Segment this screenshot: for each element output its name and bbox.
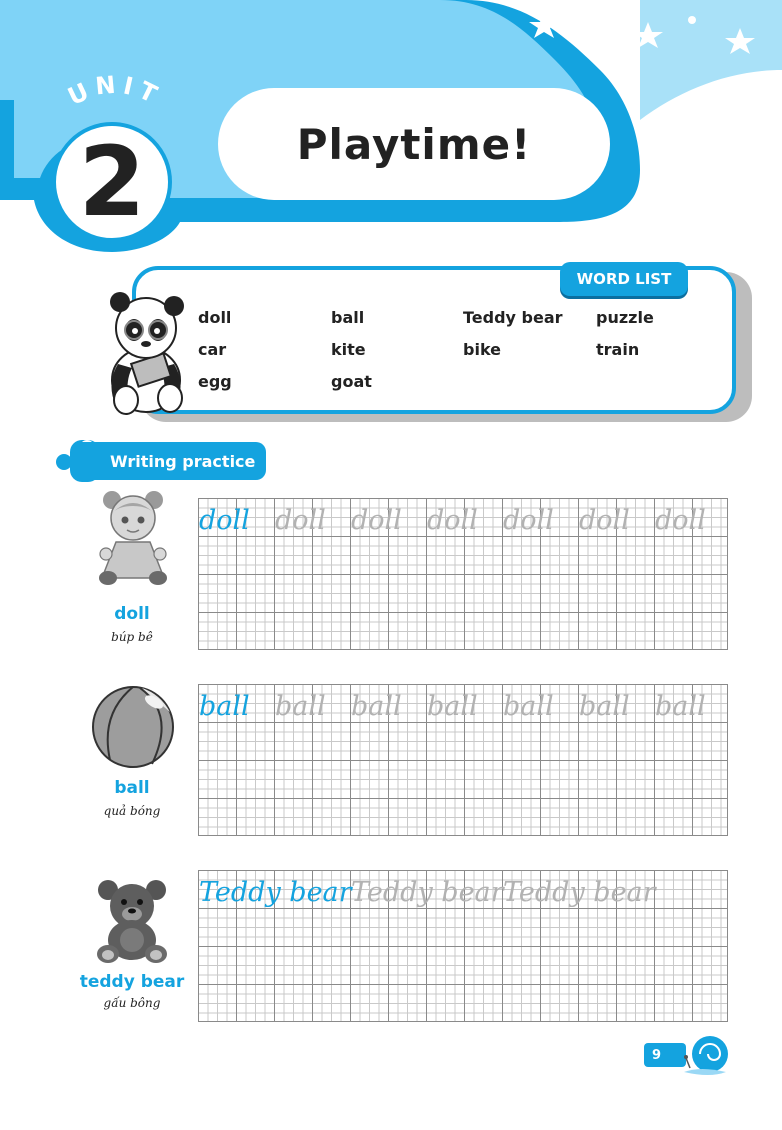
trace-word: Teddy bear (503, 877, 656, 908)
trace-word: ball (275, 691, 326, 722)
word-list-item: goat (331, 372, 372, 391)
model-word: ball (199, 691, 250, 722)
trace-word: Teddy bear (351, 877, 504, 908)
trace-word: ball (503, 691, 554, 722)
word-list-item: doll (198, 308, 232, 327)
trace-word: ball (427, 691, 478, 722)
svg-text:UNIT: UNIT (63, 72, 167, 112)
trace-word: doll (655, 505, 706, 536)
trace-word: ball (655, 691, 706, 722)
row-word: ball (114, 778, 150, 798)
word-list-item: kite (331, 340, 366, 359)
practice-grid[interactable] (198, 870, 728, 1022)
page-number: 9 (644, 1043, 686, 1067)
word-list-item: bike (463, 340, 501, 359)
row-translation: búp bê (111, 630, 153, 644)
row-word: teddy bear (79, 972, 185, 992)
row-text (199, 505, 725, 536)
trace-word: ball (579, 691, 630, 722)
teddy-bear-illustration (92, 878, 172, 964)
panda-reading-illustration (96, 284, 196, 416)
title-pill (218, 88, 610, 200)
ball-illustration (90, 684, 176, 770)
model-word: Teddy bear (199, 877, 352, 908)
trace-word: doll (579, 505, 630, 536)
word-list-item: egg (198, 372, 232, 391)
row-text (199, 691, 725, 722)
snail-icon (680, 1032, 732, 1080)
trace-word: doll (275, 505, 326, 536)
trace-word: doll (503, 505, 554, 536)
row-translation: gấu bông (103, 996, 161, 1010)
word-list-item: train (596, 340, 640, 359)
trace-word: ball (351, 691, 402, 722)
row-text (199, 877, 655, 908)
word-list-item: puzzle (596, 308, 654, 327)
row-word: doll (114, 604, 150, 624)
unit-number: 2 (52, 122, 172, 242)
trace-word: doll (427, 505, 478, 536)
unit-label (60, 72, 170, 112)
writing-practice-header (78, 442, 266, 480)
word-list-item: ball (331, 308, 365, 327)
doll-illustration (92, 488, 174, 592)
word-list-item: Teddy bear (463, 308, 563, 327)
row-translation: quả bóng (103, 804, 161, 818)
writing-practice-label: Writing practice (110, 451, 256, 471)
word-list-tab: WORD LIST (560, 262, 688, 296)
word-list-item: car (198, 340, 227, 359)
trace-word: doll (351, 505, 402, 536)
practice-grid[interactable] (198, 498, 728, 650)
model-word: doll (199, 505, 250, 536)
practice-grid[interactable] (198, 684, 728, 836)
page-title: Playtime! (296, 119, 532, 169)
